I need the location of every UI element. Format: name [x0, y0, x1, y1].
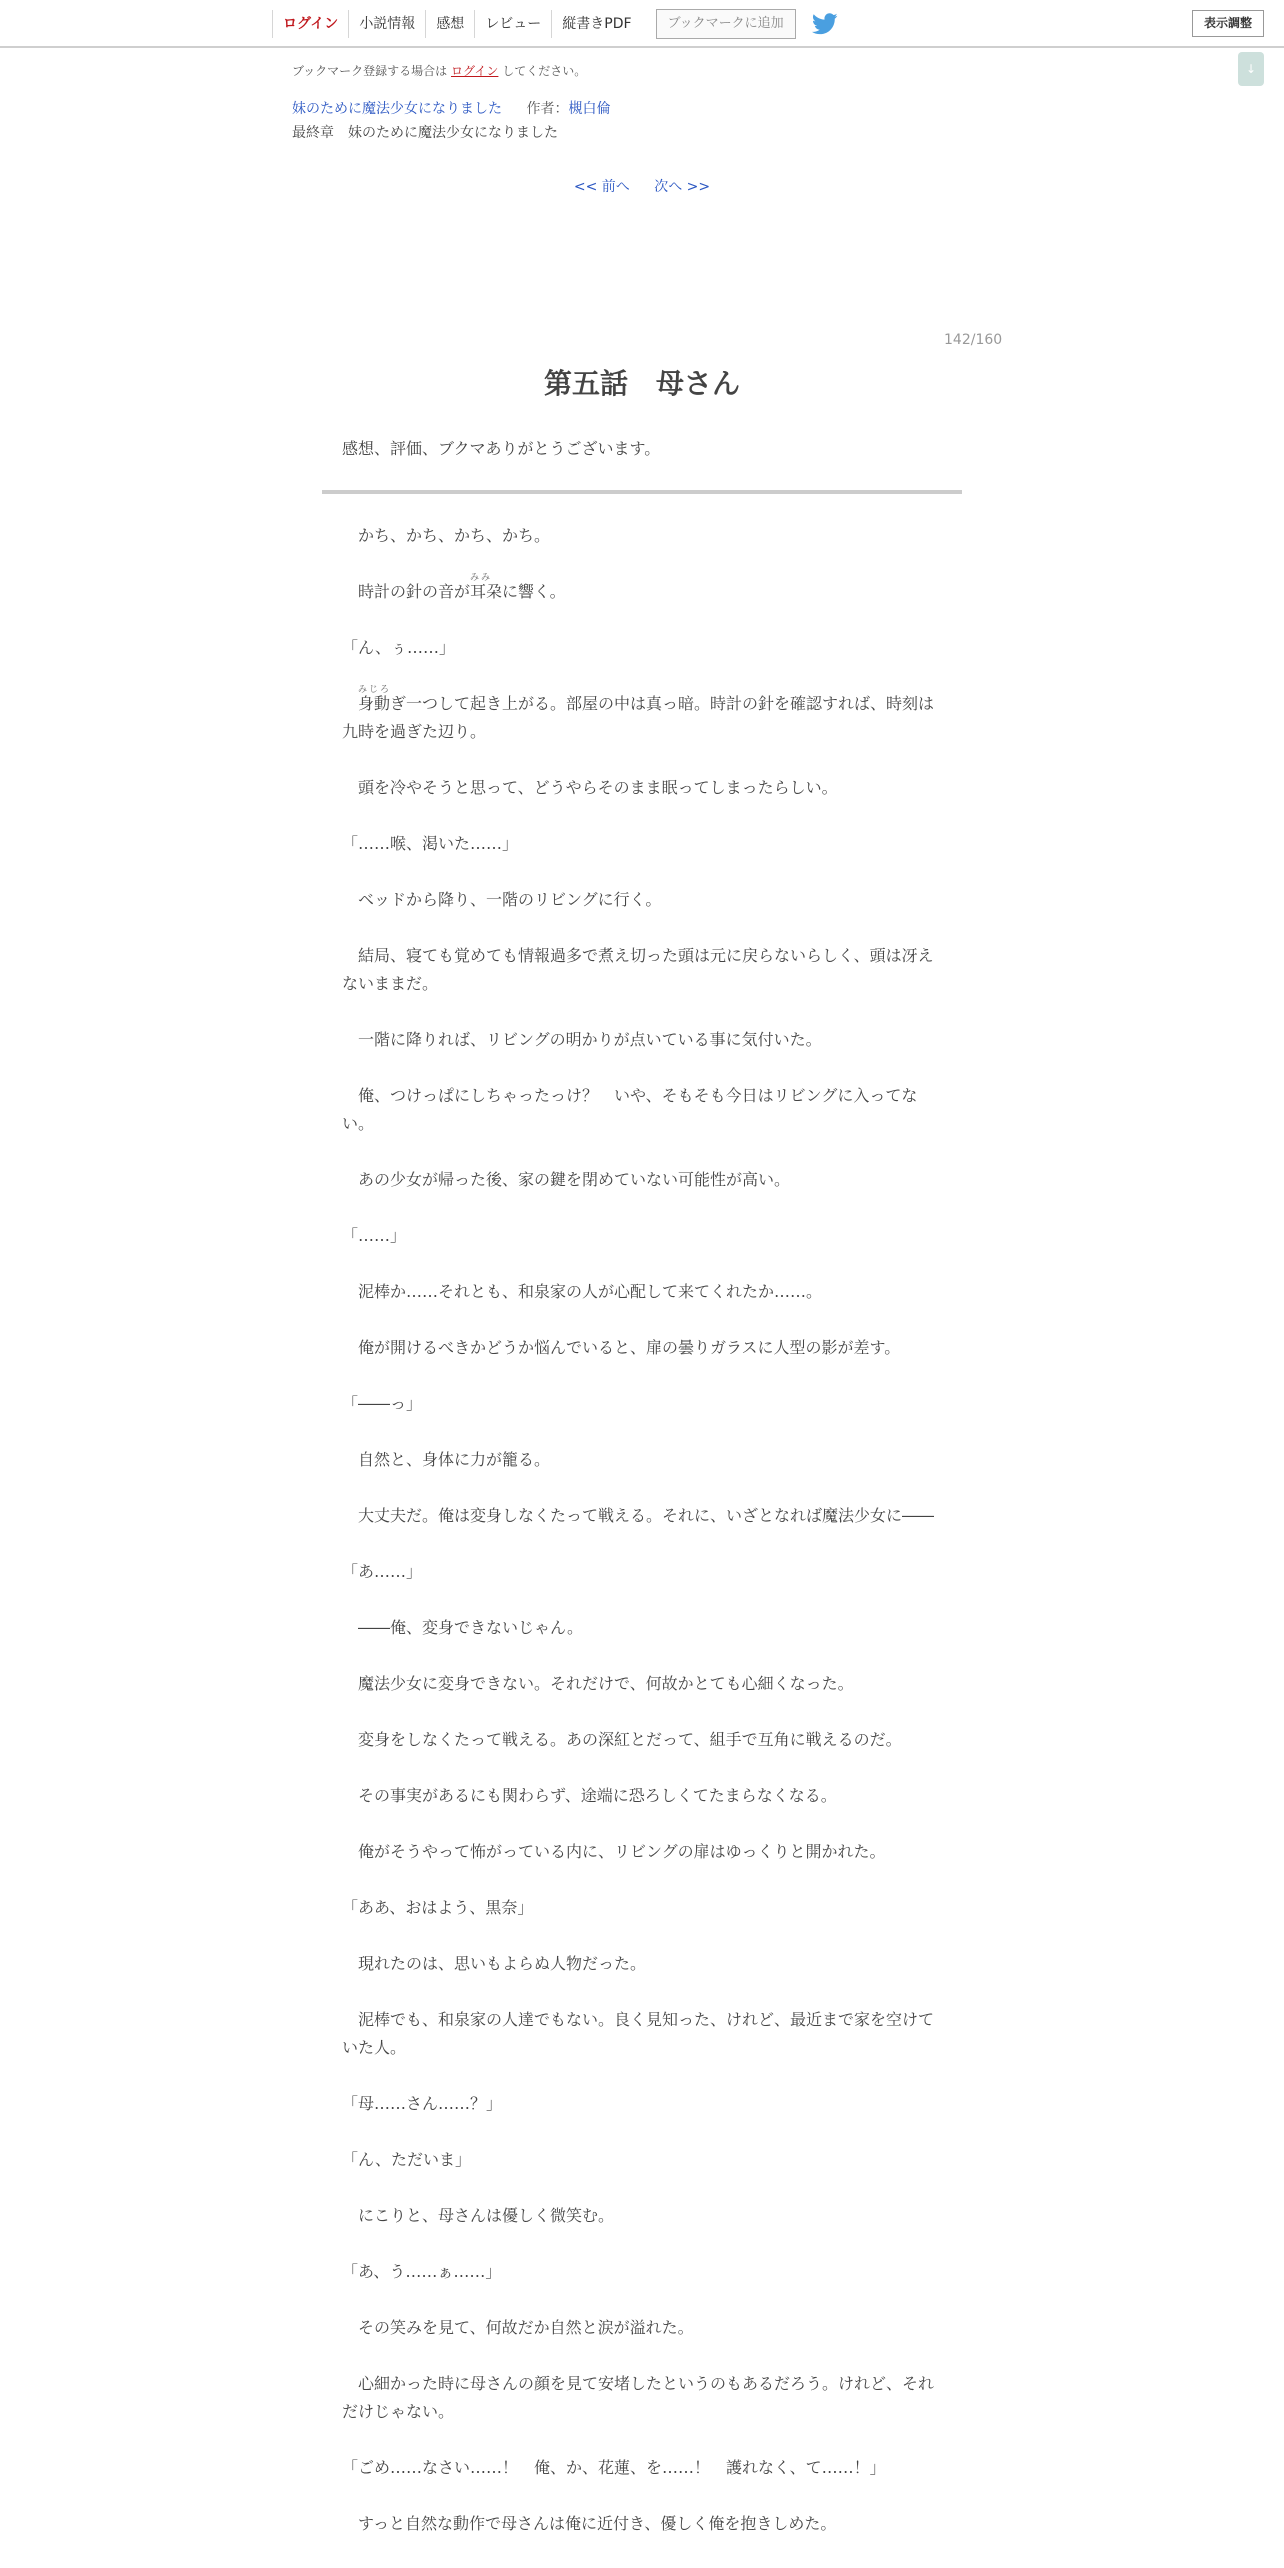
ruby-annotation: みじろ	[358, 685, 392, 695]
scroll-down-icon[interactable]: ↓	[1238, 52, 1264, 86]
body-paragraph: ベッドから降り、一階のリビングに行く。	[342, 890, 662, 909]
body-paragraph: その笑みを見て、何故だか自然と涙が溢れた。	[342, 2318, 694, 2337]
bookmark-note-text-end: してください。	[502, 64, 587, 78]
nav-vertical-pdf[interactable]: 縦書きPDF	[551, 10, 641, 38]
body-paragraph: 俺がそうやって怖がっている内に、リビングの扉はゆっくりと開かれた。	[342, 1842, 886, 1861]
chapter-body	[342, 522, 942, 2566]
bookmark-login-link[interactable]: ログイン	[451, 64, 499, 78]
body-paragraph: 「ああ、おはよう、黒奈」	[342, 1898, 534, 1917]
body-paragraph: その事実があるにも関わらず、途端に恐ろしくてたまらなくなる。	[342, 1786, 837, 1805]
nav-novel-info[interactable]: 小説情報	[348, 10, 425, 38]
body-paragraph: ――俺、変身できないじゃん。	[342, 1618, 583, 1637]
body-paragraph: 時計の針の音が耳朶に響く。 みみ	[342, 578, 942, 606]
body-paragraph: 泥棒でも、和泉家の人達でもない。良く見知った、けれど、最近まで家を空けていた人。	[342, 2010, 935, 2057]
chapter-title: 第五話 母さん	[543, 367, 740, 400]
body-paragraph: 大丈夫だ。俺は変身しなくたって戦える。それに、いざとなれば魔法少女に――	[342, 1506, 935, 1525]
top-bar	[0, 0, 1284, 48]
novel-title-link[interactable]: 妹のために魔法少女になりました	[292, 101, 502, 117]
nav-impressions[interactable]: 感想	[425, 10, 474, 38]
body-paragraph: 自然と、身体に力が籠る。	[342, 1450, 551, 1469]
body-paragraph: 現れたのは、思いもよらぬ人物だった。	[342, 1954, 647, 1973]
next-link[interactable]: 次へ >>	[654, 179, 711, 195]
nav-login[interactable]: ログイン	[272, 10, 348, 38]
body-paragraph: 「母……さん……？」	[342, 2094, 503, 2113]
body-paragraph: 「……」	[342, 1226, 407, 1245]
novel-info-line	[292, 98, 610, 118]
body-paragraph: 身動ぎ一つして起き上がる。部屋の中は真っ暗。時計の針を確認すれば、時刻は九時を過ぎた辺り。 みじろ	[342, 690, 942, 746]
body-paragraph: 「……喉、渇いた……」	[342, 834, 519, 853]
chapter-count: 142/160	[944, 332, 1003, 348]
bookmark-note	[292, 62, 586, 79]
main-nav	[272, 10, 838, 38]
body-paragraph: 心細かった時に母さんの顔を見て安堵したというのもあるだろう。けれど、それだけじゃない。	[342, 2374, 935, 2421]
twitter-icon[interactable]	[812, 13, 838, 35]
body-paragraph: にこりと、母さんは優しく微笑む。	[342, 2206, 615, 2225]
body-paragraph: 頭を冷やそうと思って、どうやらそのまま眠ってしまったらしい。	[342, 778, 838, 797]
chapter-preface: 感想、評価、ブクマありがとうございます。	[342, 439, 661, 458]
body-paragraph: 俺が開けるべきかどうか悩んでいると、扉の曇りガラスに人型の影が差す。	[342, 1338, 901, 1357]
body-paragraph: かち、かち、かち、かち。	[342, 526, 551, 545]
author-link[interactable]: 槻白倫	[568, 101, 611, 117]
body-paragraph: 「ん、ただいま」	[342, 2150, 471, 2169]
add-bookmark-button[interactable]: ブックマークに追加	[656, 9, 796, 39]
body-paragraph: 「あ、う……ぁ……」	[342, 2262, 502, 2281]
prev-link[interactable]: << 前へ	[573, 179, 630, 195]
body-paragraph: 「――っ」	[342, 1394, 423, 1413]
body-paragraph: 「ごめ……なさい……！ 俺、か、花蓮、を……！ 護れなく、て……！」	[342, 2458, 886, 2477]
body-paragraph: 泥棒か……それとも、和泉家の人が心配して来てくれたか……。	[342, 1282, 823, 1301]
body-paragraph: あの少女が帰った後、家の鍵を閉めていない可能性が高い。	[342, 1170, 791, 1189]
body-paragraph: 「ん、ぅ……」	[342, 638, 455, 657]
pager-top	[0, 176, 1284, 196]
body-paragraph: 魔法少女に変身できない。それだけで、何故かとても心細くなった。	[342, 1674, 854, 1693]
body-paragraph: 一階に降りれば、リビングの明かりが点いている事に気付いた。	[342, 1030, 822, 1049]
nav-review[interactable]: レビュー	[474, 10, 551, 38]
body-paragraph: 俺、つけっぱにしちゃったっけ？ いや、そもそも今日はリビングに入ってない。	[342, 1086, 918, 1133]
bookmark-note-text: ブックマーク登録する場合は	[292, 64, 448, 78]
preface-divider	[322, 490, 962, 494]
body-paragraph: 「あ……」	[342, 1562, 423, 1581]
last-chapter: 最終章 妹のために魔法少女になりました	[292, 125, 558, 141]
author-label: 作者：	[526, 101, 569, 117]
body-paragraph: 結局、寝ても覚めても情報過多で煮え切った頭は元に戻らないらしく、頭は冴えないままだ。	[342, 946, 934, 993]
ruby-annotation: みみ	[470, 573, 493, 583]
body-paragraph: すっと自然な動作で母さんは俺に近付き、優しく俺を抱きしめた。	[342, 2514, 837, 2533]
display-settings-button[interactable]: 表示調整	[1192, 10, 1264, 37]
body-paragraph: 変身をしなくたって戦える。あの深紅とだって、組手で互角に戦えるのだ。	[342, 1730, 902, 1749]
